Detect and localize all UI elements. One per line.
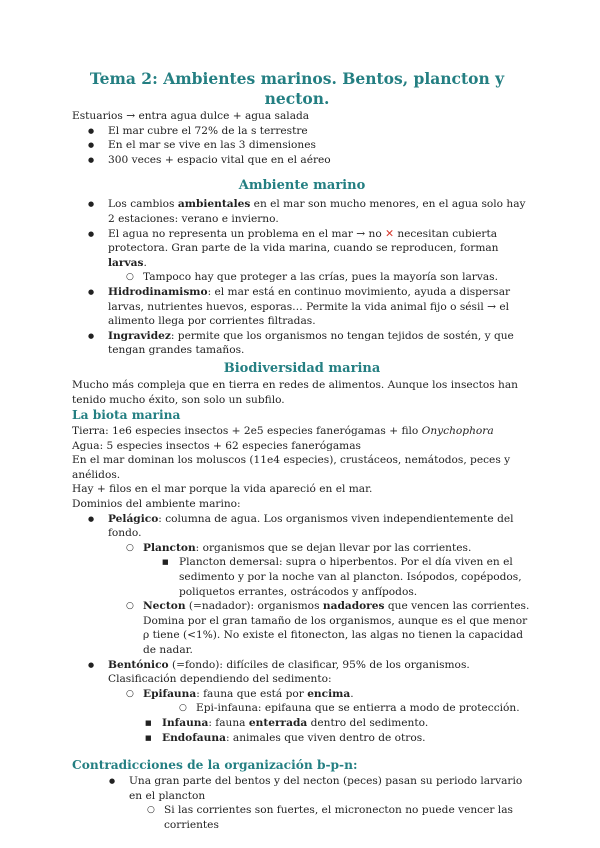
cross-mark-icon: ✕ <box>385 227 394 240</box>
text: en el mar son mucho menores, en el agua solo hay 2 estaciones: verano e invierno. <box>108 198 526 225</box>
list-item: ○ Si las corrientes son fuertes, el micronecton no puede vencer las corrientes <box>147 803 532 832</box>
text: : fauna <box>208 716 249 729</box>
text: Una gran parte del bentos y del necton (peces) pasan su periodo larvario en el plancton <box>129 775 523 802</box>
text: (=fondo): difíciles de clasificar, 95% de los organismos. Clasificación dependiendo del sedimento: <box>108 658 470 686</box>
sub-list <box>126 716 532 745</box>
dominios-list <box>72 512 532 746</box>
text: El agua no representa un problema en el mar → no <box>108 227 386 240</box>
bold-text: Bentónico <box>108 658 169 671</box>
bold-text: Pelágico <box>108 512 159 525</box>
list-item: ● El mar cubre el 72% de la s terrestre <box>88 124 532 139</box>
list-item <box>88 658 532 746</box>
intro-line: Estuarios → entra agua dulce + agua salada <box>72 110 310 122</box>
list-item <box>126 687 532 716</box>
bold-text: Epifauna <box>143 687 197 700</box>
intro-list <box>72 124 532 168</box>
list-item: ○ Tampoco hay que proteger a las crías, pues la mayoría son larvas. <box>126 270 532 285</box>
bold-text: Infauna <box>162 716 209 729</box>
bold-text: ambientales <box>177 198 251 211</box>
list-item <box>145 716 532 731</box>
bold-text: Hidrodinamismo <box>108 285 208 298</box>
list-item: ○ Epi-infauna: epifauna que se entierra a modo de protección. <box>179 701 532 716</box>
list-item: ■ Plancton demersal: supra o hiperbentos. Por el día viven en el sedimento y por la noche van al plancton. Isópodos, copépodos, poliquetos errantes, ostrácodos y anfípodos. <box>162 555 532 599</box>
bold-text: larvas <box>108 256 144 269</box>
list-item <box>88 512 532 658</box>
text: Los cambios <box>108 198 178 211</box>
subsection-heading-contradicciones: Contradicciones de la organización b-p-n: <box>72 758 358 773</box>
list-item: ● En el mar se vive en las 3 dimensiones <box>88 138 532 153</box>
bold-text: enterrada <box>248 716 308 729</box>
sub-sub-list <box>143 701 532 716</box>
text: : organismos que se dejan llevar por las corrientes. <box>195 541 472 554</box>
text: Tierra: 1e6 especies insectos + 2e5 especies fanerógamas + filo <box>72 425 422 438</box>
list-item <box>88 197 532 226</box>
text: : columna de agua. Los organismos viven independientemente del fondo. <box>108 512 514 540</box>
bold-text: encima <box>307 687 351 700</box>
bold-text: nadadores <box>322 600 385 613</box>
list-item <box>88 285 532 329</box>
document-body <box>72 69 532 833</box>
sub-list <box>108 541 532 658</box>
sub-list <box>129 803 532 832</box>
page-title: Tema 2: Ambientes marinos. Bentos, plancton y necton. <box>89 69 505 108</box>
text: : animales que viven dentro de otros. <box>225 731 426 744</box>
italic-text: Onychophora <box>421 425 494 438</box>
sub-sub-list <box>143 555 532 599</box>
section-heading-biodiversidad: Biodiversidad marina <box>223 360 381 376</box>
ambiente-list <box>72 197 532 358</box>
list-item: ● 300 veces + espacio vital que en el aéreo <box>88 153 532 168</box>
text: . <box>350 687 354 700</box>
paragraph <box>72 424 532 439</box>
text: : fauna que está por <box>196 687 308 700</box>
list-item <box>126 599 532 657</box>
text: que vencen las corrientes. Domina por el gran tamaño de los organismos, aunque es el que menor ρ tiene (<1%). No existe el fitonecton, las algas no tienen la capacidad de nadar. <box>143 600 530 656</box>
subsection-heading-biota: La biota marina <box>72 408 181 423</box>
text: (=nadador): organismos <box>185 600 323 613</box>
contradicciones-list <box>93 774 532 832</box>
paragraph: Mucho más compleja que en tierra en redes de alimentos. Aunque los insectos han tenido mucho éxito, son solo un subfilo. <box>72 378 518 406</box>
sub-list <box>108 687 532 716</box>
list-item <box>109 774 532 832</box>
paragraph: Dominios del ambiente marino: <box>72 498 241 511</box>
text: : permite que los organismos no tengan tejidos de sostén, y que tengan grandes tamaños. <box>108 329 514 357</box>
section-heading-ambiente: Ambiente marino <box>238 178 366 194</box>
paragraph: Agua: 5 especies insectos + 62 especies fanerógamas <box>72 439 361 452</box>
paragraph: En el mar dominan los moluscos (11e4 especies), crustáceos, nemátodos, peces y anélidos. <box>72 454 511 481</box>
bold-text: Plancton <box>143 541 196 554</box>
sub-list <box>108 270 532 285</box>
list-item <box>88 329 532 358</box>
list-item <box>126 541 532 599</box>
bold-text: Endofauna <box>162 731 226 744</box>
text: dentro del sedimento. <box>307 716 429 729</box>
text: : el mar está en continuo movimiento, ayuda a dispersar larvas, nutrientes huevos, esporas… Permite la vida animal fijo o sésil → el alimento llega por corrientes filtradas. <box>108 285 511 328</box>
paragraph: Hay + filos en el mar porque la vida apareció en el mar. <box>72 483 373 496</box>
list-item <box>88 227 532 285</box>
list-item <box>145 731 532 746</box>
bold-text: Ingravidez <box>108 329 171 342</box>
text: necesitan cubierta protectora. Gran parte de la vida marina, cuando se reproducen, forman <box>108 227 499 255</box>
text: . <box>143 256 147 269</box>
bold-text: Necton <box>143 600 186 613</box>
